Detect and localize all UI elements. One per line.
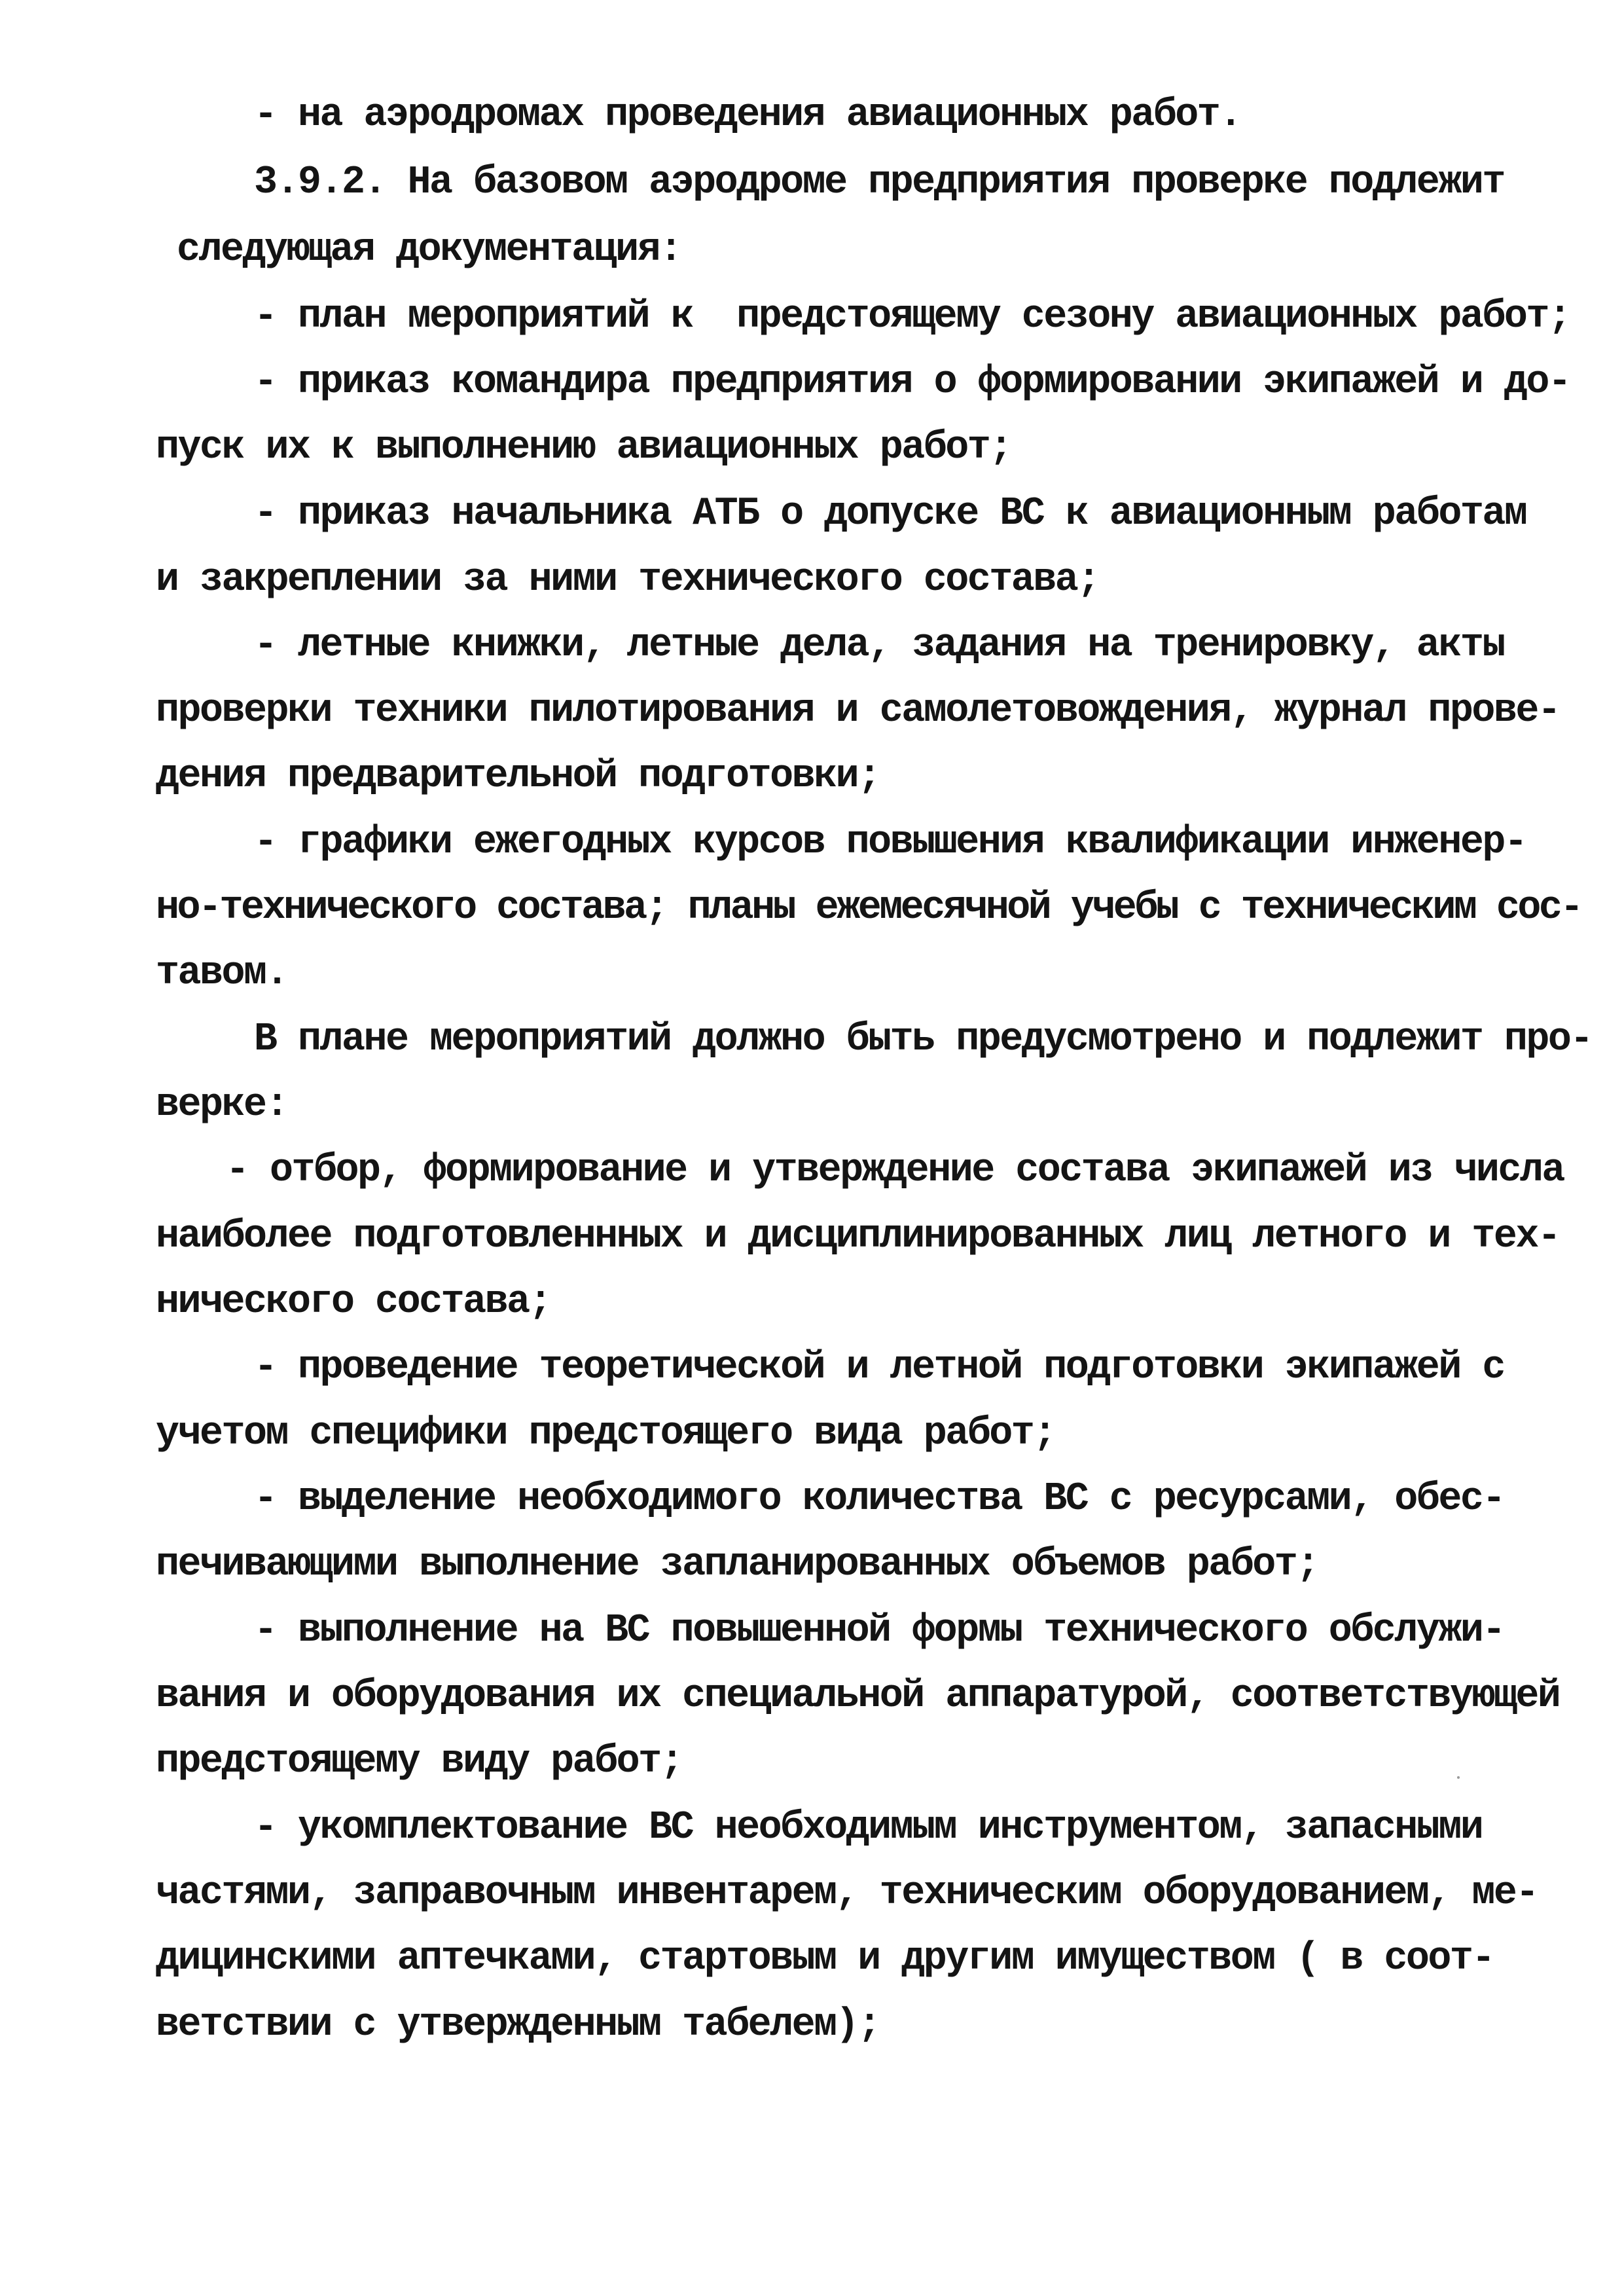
text-line: печивающими выполнение запланированных объемов работ; <box>156 1542 1318 1587</box>
scan-speck <box>1457 1776 1460 1779</box>
text-line: учетом специфики предстоящего вида работ; <box>156 1412 1055 1456</box>
section-heading: 3.9.2. На базовом аэродроме предприятия проверке подлежит <box>254 160 1504 205</box>
text-line: - выполнение на ВС повышенной формы технического обслужи- <box>254 1609 1504 1653</box>
text-line: предстоящему виду работ; <box>156 1740 683 1784</box>
text-line: но-технического состава; планы ежемесячной учебы с техническим сос- <box>156 886 1581 930</box>
text-line: - выделение необходимого количества ВС с ресурсами, обес- <box>254 1477 1504 1522</box>
text-line: тавом. <box>156 951 288 996</box>
text-line: - летные книжки, летные дела, задания на тренировку, акты <box>254 623 1504 668</box>
text-line: следующая документация: <box>177 228 681 272</box>
text-line: - укомплектование ВС необходимым инструментом, запасными <box>254 1806 1483 1850</box>
text-line: - план мероприятий к предстоящему сезону авиационных работ; <box>254 295 1570 339</box>
text-line: верке: <box>156 1083 288 1127</box>
text-line: - приказ начальника АТБ о допуске ВС к авиационным работам <box>254 492 1526 536</box>
text-line: вания и оборудования их специальной аппаратурой, соответствующей <box>156 1674 1560 1719</box>
text-line: наиболее подготовленнных и дисциплинированных лиц летного и тех- <box>156 1214 1560 1259</box>
text-line: - графики ежегодных курсов повышения квалификации инженер- <box>254 820 1526 865</box>
text-line: - отбор, формирование и утверждение состава экипажей из числа <box>226 1148 1564 1193</box>
text-line: дения предварительной подготовки; <box>156 754 880 799</box>
text-line: - на аэродромах проведения авиационных работ. <box>254 93 1241 137</box>
text-line: пуск их к выполнению авиационных работ; <box>156 426 1011 470</box>
text-line: дицинскими аптечками, стартовым и другим имуществом ( в соот- <box>156 1937 1494 1981</box>
text-line: нического состава; <box>156 1280 551 1324</box>
text-line: ветствии с утвержденным табелем); <box>156 2003 880 2047</box>
text-line: проверки техники пилотирования и самолетовождения, журнал прове- <box>156 689 1560 733</box>
text-line: - приказ командира предприятия о формировании экипажей и до- <box>254 360 1570 405</box>
text-line: частями, заправочным инвентарем, техническим оборудованием, ме- <box>156 1871 1538 1916</box>
text-line: - проведение теоретической и летной подготовки экипажей с <box>254 1345 1504 1390</box>
text-line: и закреплении за ними технического состава; <box>156 558 1099 602</box>
text-line: В плане мероприятий должно быть предусмотрено и подлежит про- <box>254 1017 1592 1062</box>
